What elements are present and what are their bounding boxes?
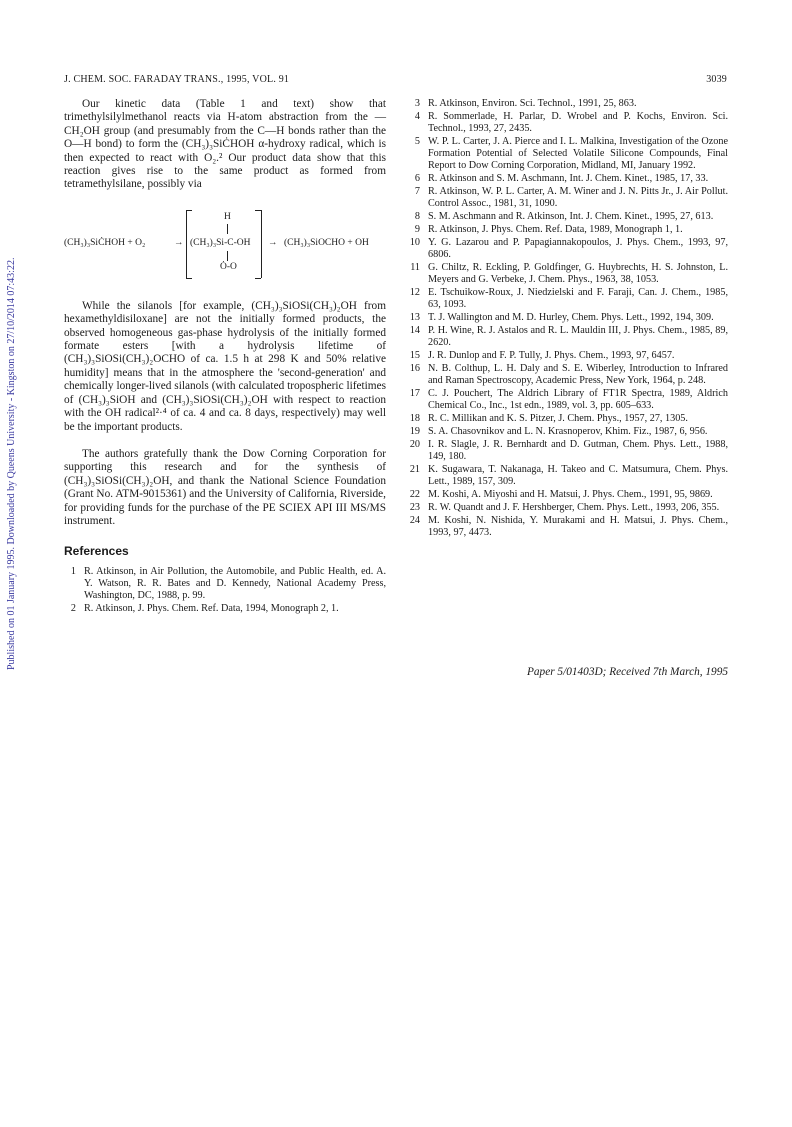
reference-number: 7: [414, 186, 420, 197]
reference-item: [408, 287, 728, 311]
bracket-corner: [255, 278, 261, 279]
reference-text: I. R. Slagle, J. R. Bernhardt and D. Gutman, Chem. Phys. Lett., 1988, 149, 180.: [428, 439, 728, 462]
reference-item: [408, 464, 728, 488]
reference-item: [408, 388, 728, 412]
reference-number: 8: [414, 211, 420, 222]
scheme-h-atom: H: [224, 211, 231, 222]
bracket-corner: [186, 278, 192, 279]
reference-item: [408, 502, 728, 514]
right-column: [408, 98, 728, 540]
download-watermark: Published on 01 January 1995. Downloaded by Queens University - Kingston on 27/10/2014 07:43:22.: [6, 257, 17, 670]
left-column: [64, 98, 386, 616]
scheme-peroxy: Ȯ-O: [220, 261, 237, 272]
references-left: [64, 566, 386, 615]
reference-text: R. W. Quandt and J. F. Hershberger, Chem. Phys. Lett., 1993, 206, 355.: [428, 502, 720, 513]
reference-number: 24: [409, 515, 420, 526]
reference-number: 14: [409, 325, 420, 336]
reference-text: G. Chiltz, R. Eckling, P. Goldfinger, G. Huybrechts, H. S. Johnston, L. Meyers and G. Verbeke, J. Chem. Phys., 1963, 38, 1053.: [428, 262, 728, 285]
reference-text: R. Atkinson, J. Phys. Chem. Ref. Data, 1989, Monograph 1, 1.: [428, 224, 683, 235]
reference-number: 20: [409, 439, 420, 450]
reference-text: R. C. Millikan and K. S. Pitzer, J. Chem. Phys., 1957, 27, 1305.: [428, 413, 688, 424]
reference-text: J. R. Dunlop and F. P. Tully, J. Phys. Chem., 1993, 97, 6457.: [428, 350, 675, 361]
reference-number: 13: [409, 312, 420, 323]
reference-number: 22: [409, 489, 420, 500]
reference-number: 6: [414, 173, 420, 184]
reference-item: [408, 413, 728, 425]
reference-number: 12: [409, 287, 420, 298]
reference-item: [408, 262, 728, 286]
reference-number: 17: [409, 388, 420, 399]
reference-text: W. P. L. Carter, J. A. Pierce and I. L. Malkina, Investigation of the Ozone Formation Potential of Selected Volatile Silicone Compounds, Final Report to Dow Corning Corporation, Midland, MI, January 1992.: [428, 136, 728, 171]
reference-number: 9: [414, 224, 420, 235]
reference-text: C. J. Pouchert, The Aldrich Library of FT1R Spectra, 1989, Aldrich Chemical Co., Inc., 1st edn., 1989, vol. 3, pp. 605–633.: [428, 388, 728, 411]
page-header: [64, 74, 727, 88]
paper-received-info: Paper 5/01403D; Received 7th March, 1995: [527, 666, 728, 678]
reference-item: [408, 325, 728, 349]
reference-text: Y. G. Lazarou and P. Papagiannakopoulos, J. Phys. Chem., 1993, 97, 6806.: [428, 237, 728, 260]
reference-item: [408, 186, 728, 210]
paragraph-gap: [64, 434, 386, 448]
reference-item: [408, 224, 728, 236]
reference-text: N. B. Colthup, L. H. Daly and S. E. Wiberley, Introduction to Infrared and Raman Spectroscopy, Academic Press, New York, 1964, p. 248.: [428, 363, 728, 386]
reference-item: [64, 603, 386, 615]
reference-number: 1: [70, 566, 76, 578]
reference-number: 21: [409, 464, 420, 475]
reference-number: 2: [70, 603, 76, 615]
reference-number: 15: [409, 350, 420, 361]
reference-item: [64, 566, 386, 602]
paragraph-silanols: While the silanols [for example, (CH₃)₃SiOSi(CH₃)₂OH from hexamethyldisiloxane] are not the initially formed products, the observed homogeneous gas-phase hydrolysis of the initially formed formate esters [with a hydrolysis lifetime of (CH₃)₃SiOSi(CH₃)₂OCHO of ca. 1.5 h at 298 K and 50% relative humidity] means that in the atmosphere the 'second-generation' and chemically longer-lived silanols (with calculated tropospheric lifetimes of (CH₃)₃SiOH and (CH₃)₃SiOSi(CH₃)₂OH with respect to reaction with the OH radical²·⁴ of ca. 4 and ca. 8 days, respectively) may well be the important products.: [64, 299, 386, 433]
reference-text: M. Koshi, A. Miyoshi and H. Matsui, J. Phys. Chem., 1991, 95, 9869.: [428, 489, 713, 500]
scheme-intermediate: (CH₃)₃Si-C-OH: [190, 237, 251, 248]
reference-item: [408, 237, 728, 261]
journal-citation: J. CHEM. SOC. FARADAY TRANS., 1995, VOL. 91: [64, 74, 290, 85]
scheme-products: (CH₃)₃SiOCHO + OH: [284, 237, 369, 248]
reference-item: [408, 312, 728, 324]
scheme-reactants: (CH₃)₃SiĊHOH + O₂: [64, 237, 146, 248]
bond-line: [227, 224, 228, 234]
scheme-arrow: →: [268, 237, 278, 248]
reference-text: S. A. Chasovnikov and L. N. Krasnoperov, Khim. Fiz., 1987, 6, 956.: [428, 426, 708, 437]
reference-text: R. Sommerlade, H. Parlar, D. Wrobel and P. Kochs, Environ. Sci. Technol., 1993, 27, 2435.: [428, 111, 728, 134]
reference-number: 16: [409, 363, 420, 374]
reference-item: [408, 515, 728, 539]
scheme-arrow: →: [174, 237, 184, 248]
reference-item: [408, 363, 728, 387]
reference-text: T. J. Wallington and M. D. Hurley, Chem. Phys. Lett., 1992, 194, 309.: [428, 312, 714, 323]
reference-text: R. Atkinson, J. Phys. Chem. Ref. Data, 1994, Monograph 2, 1.: [84, 603, 339, 615]
paragraph-kinetic-data: Our kinetic data (Table 1 and text) show that trimethylsilylmethanol reacts via H-atom abstraction from the —CH₂OH group (and presumably from the C—H bonds rather than the O—H bond) to form the (CH₃)₃SiĊHOH α-hydroxy radical, which is then expected to react with O₂.² Our product data show that this reaction gives rise to the same product as formed from tetramethylsilane, possibly via: [64, 98, 386, 191]
reference-item: [408, 439, 728, 463]
reference-text: E. Tschuikow-Roux, J. Niedzielski and F. Faraji, Can. J. Chem., 1985, 63, 1093.: [428, 287, 728, 310]
references-heading: References: [64, 544, 129, 559]
reference-text: K. Sugawara, T. Nakanaga, H. Takeo and C. Matsumura, Chem. Phys. Lett., 1989, 157, 309.: [428, 464, 728, 487]
reference-item: [408, 350, 728, 362]
reference-text: P. H. Wine, R. J. Astalos and R. L. Mauldin III, J. Phys. Chem., 1985, 89, 2620.: [428, 325, 728, 348]
reaction-scheme: [64, 208, 386, 282]
reference-number: 18: [409, 413, 420, 424]
reference-number: 4: [414, 111, 420, 122]
reference-text: R. Atkinson and S. M. Aschmann, Int. J. Chem. Kinet., 1985, 17, 33.: [428, 173, 709, 184]
reference-number: 5: [414, 136, 420, 147]
reference-number: 3: [414, 98, 420, 109]
bond-line: [227, 251, 228, 261]
reference-number: 10: [409, 237, 420, 248]
reference-number: 19: [409, 426, 420, 437]
page-number: 3039: [706, 74, 727, 85]
reference-item: [408, 136, 728, 172]
reference-item: [408, 111, 728, 135]
reference-text: M. Koshi, N. Nishida, Y. Murakami and H. Matsui, J. Phys. Chem., 1993, 97, 4473.: [428, 515, 728, 538]
reference-item: [408, 489, 728, 501]
reference-number: 23: [409, 502, 420, 513]
reference-text: R. Atkinson, in Air Pollution, the Automobile, and Public Health, ed. A. Y. Watson, R. R. Bates and D. Kennedy, National Academy Press, Washington, DC, 1988, p. 99.: [84, 566, 386, 602]
reference-text: R. Atkinson, Environ. Sci. Technol., 1991, 25, 863.: [428, 98, 637, 109]
reference-item: [408, 211, 728, 223]
reference-text: S. M. Aschmann and R. Atkinson, Int. J. Chem. Kinet., 1995, 27, 613.: [428, 211, 714, 222]
reference-text: R. Atkinson, W. P. L. Carter, A. M. Winer and J. N. Pitts Jr., J. Air Pollut. Control Assoc., 1981, 31, 1090.: [428, 186, 728, 209]
reference-item: [408, 98, 728, 110]
reference-item: [408, 426, 728, 438]
reference-item: [408, 173, 728, 185]
reference-number: 11: [410, 262, 420, 273]
paragraph-acknowledgements: The authors gratefully thank the Dow Corning Corporation for supporting this research and for the synthesis of (CH₃)₃SiOSi(CH₃)₂OH, and thank the National Science Foundation (Grant No. ATM-9015361) and the University of California, Riverside, for providing funds for the purchase of the PE SCIEX API III MS/MS instrument.: [64, 447, 386, 527]
